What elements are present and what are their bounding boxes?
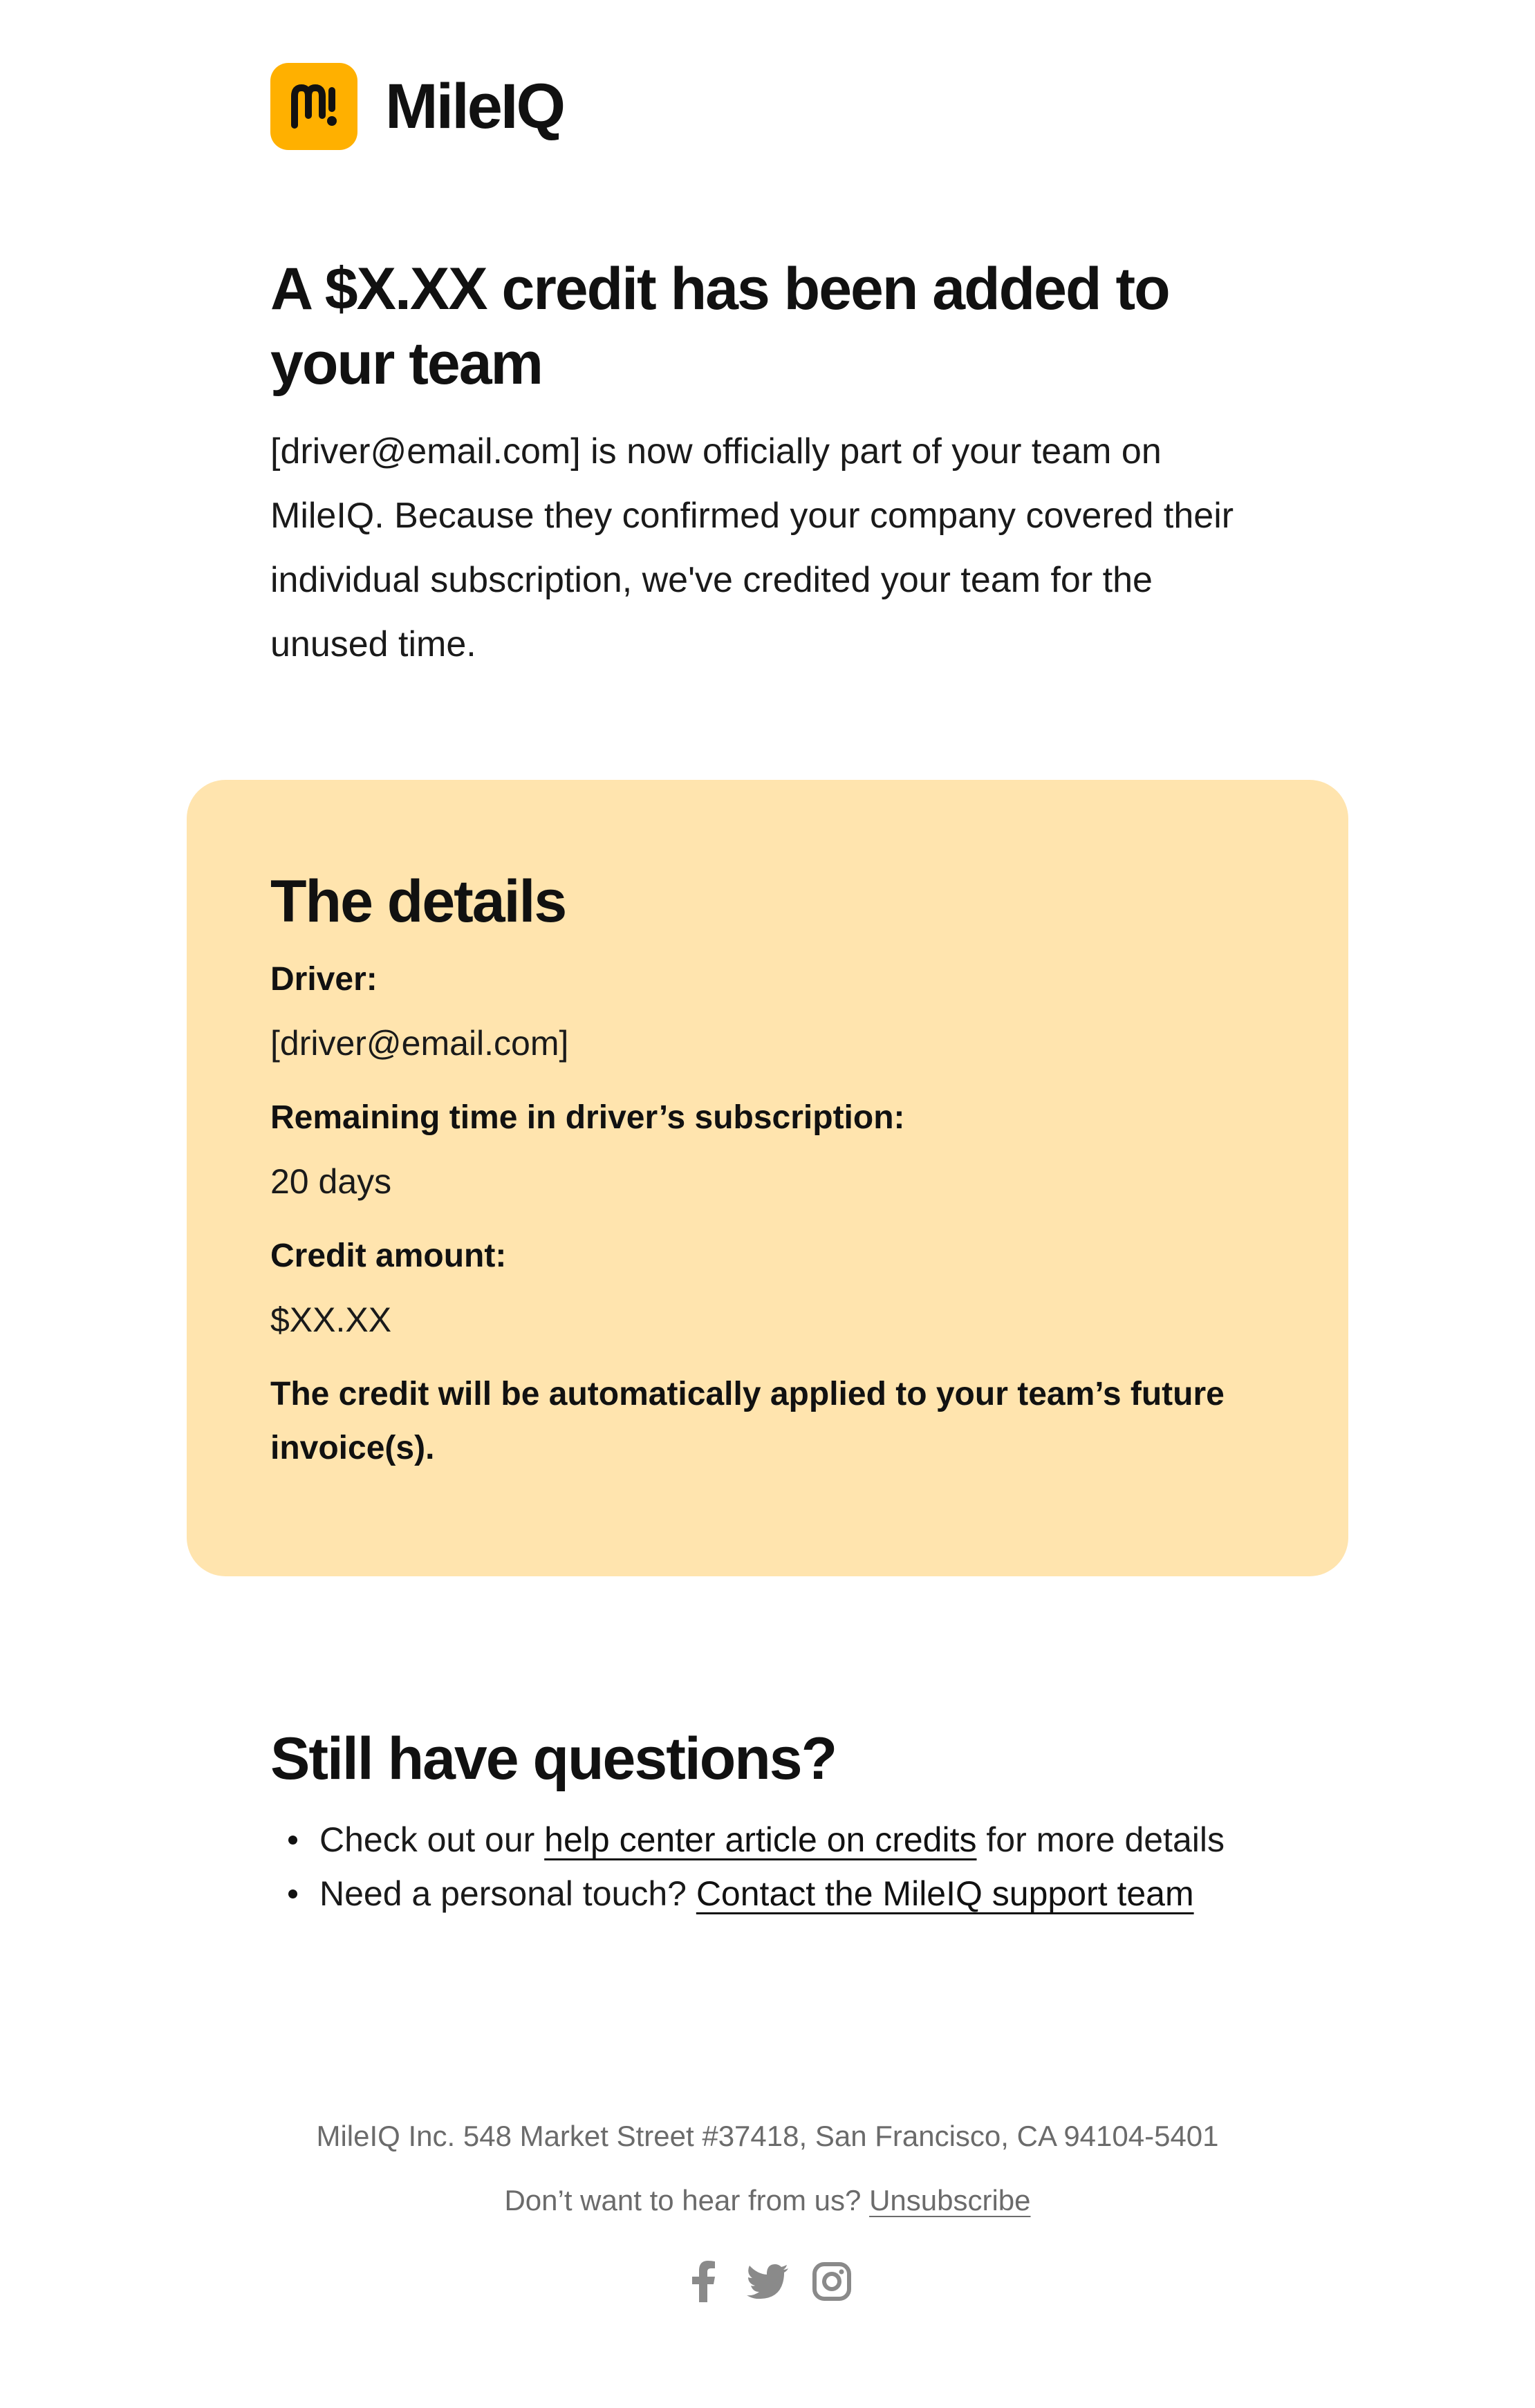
instagram-icon[interactable] [810,2259,854,2304]
item2-prefix: Need a personal touch? [319,1874,696,1913]
driver-value: [driver@email.com] [270,1024,569,1063]
facebook-icon[interactable] [681,2259,725,2304]
page-title: A $X.XX credit has been added to your team [270,256,1169,397]
list-item [270,1813,1294,1867]
list-item [270,1867,1294,1921]
help-center-link[interactable]: help center article on credits [544,1820,977,1859]
details-card [187,780,1348,1576]
mileiq-logo-icon [270,63,357,150]
remaining-time-value: 20 days [270,1162,392,1201]
brand-name: MileIQ [385,71,564,142]
bullet-icon [288,1889,297,1898]
questions-title: Still have questions? [270,1726,837,1792]
questions-list [270,1813,1294,1921]
credit-amount-label: Credit amount: [270,1238,507,1274]
contact-support-link[interactable]: Contact the MileIQ support team [696,1874,1194,1913]
footer-unsubscribe [0,2176,1535,2225]
intro-paragraph: [driver@email.com] is now officially part of your team on MileIQ. Because they confirmed your company covered their individual subscription, we've credited your team for the unused time. [270,431,1234,664]
remaining-time-label: Remaining time in driver’s subscription: [270,1099,905,1136]
bullet-icon [288,1836,297,1845]
social-links [681,2259,854,2304]
twitter-icon[interactable] [745,2259,790,2304]
credit-note: The credit will be automatically applied to your team’s future invoice(s). [270,1376,1225,1466]
credit-amount-value: $XX.XX [270,1300,392,1339]
item1-suffix: for more details [976,1820,1225,1859]
unsubscribe-link[interactable]: Unsubscribe [869,2184,1031,2216]
unsubscribe-prefix: Don’t want to hear from us? [504,2184,870,2216]
driver-label: Driver: [270,961,378,998]
brand-logo[interactable] [270,63,564,150]
details-title: The details [270,868,566,935]
footer-address: MileIQ Inc. 548 Market Street #37418, San Francisco, CA 94104-5401 [316,2120,1219,2152]
item1-prefix: Check out our [319,1820,545,1859]
